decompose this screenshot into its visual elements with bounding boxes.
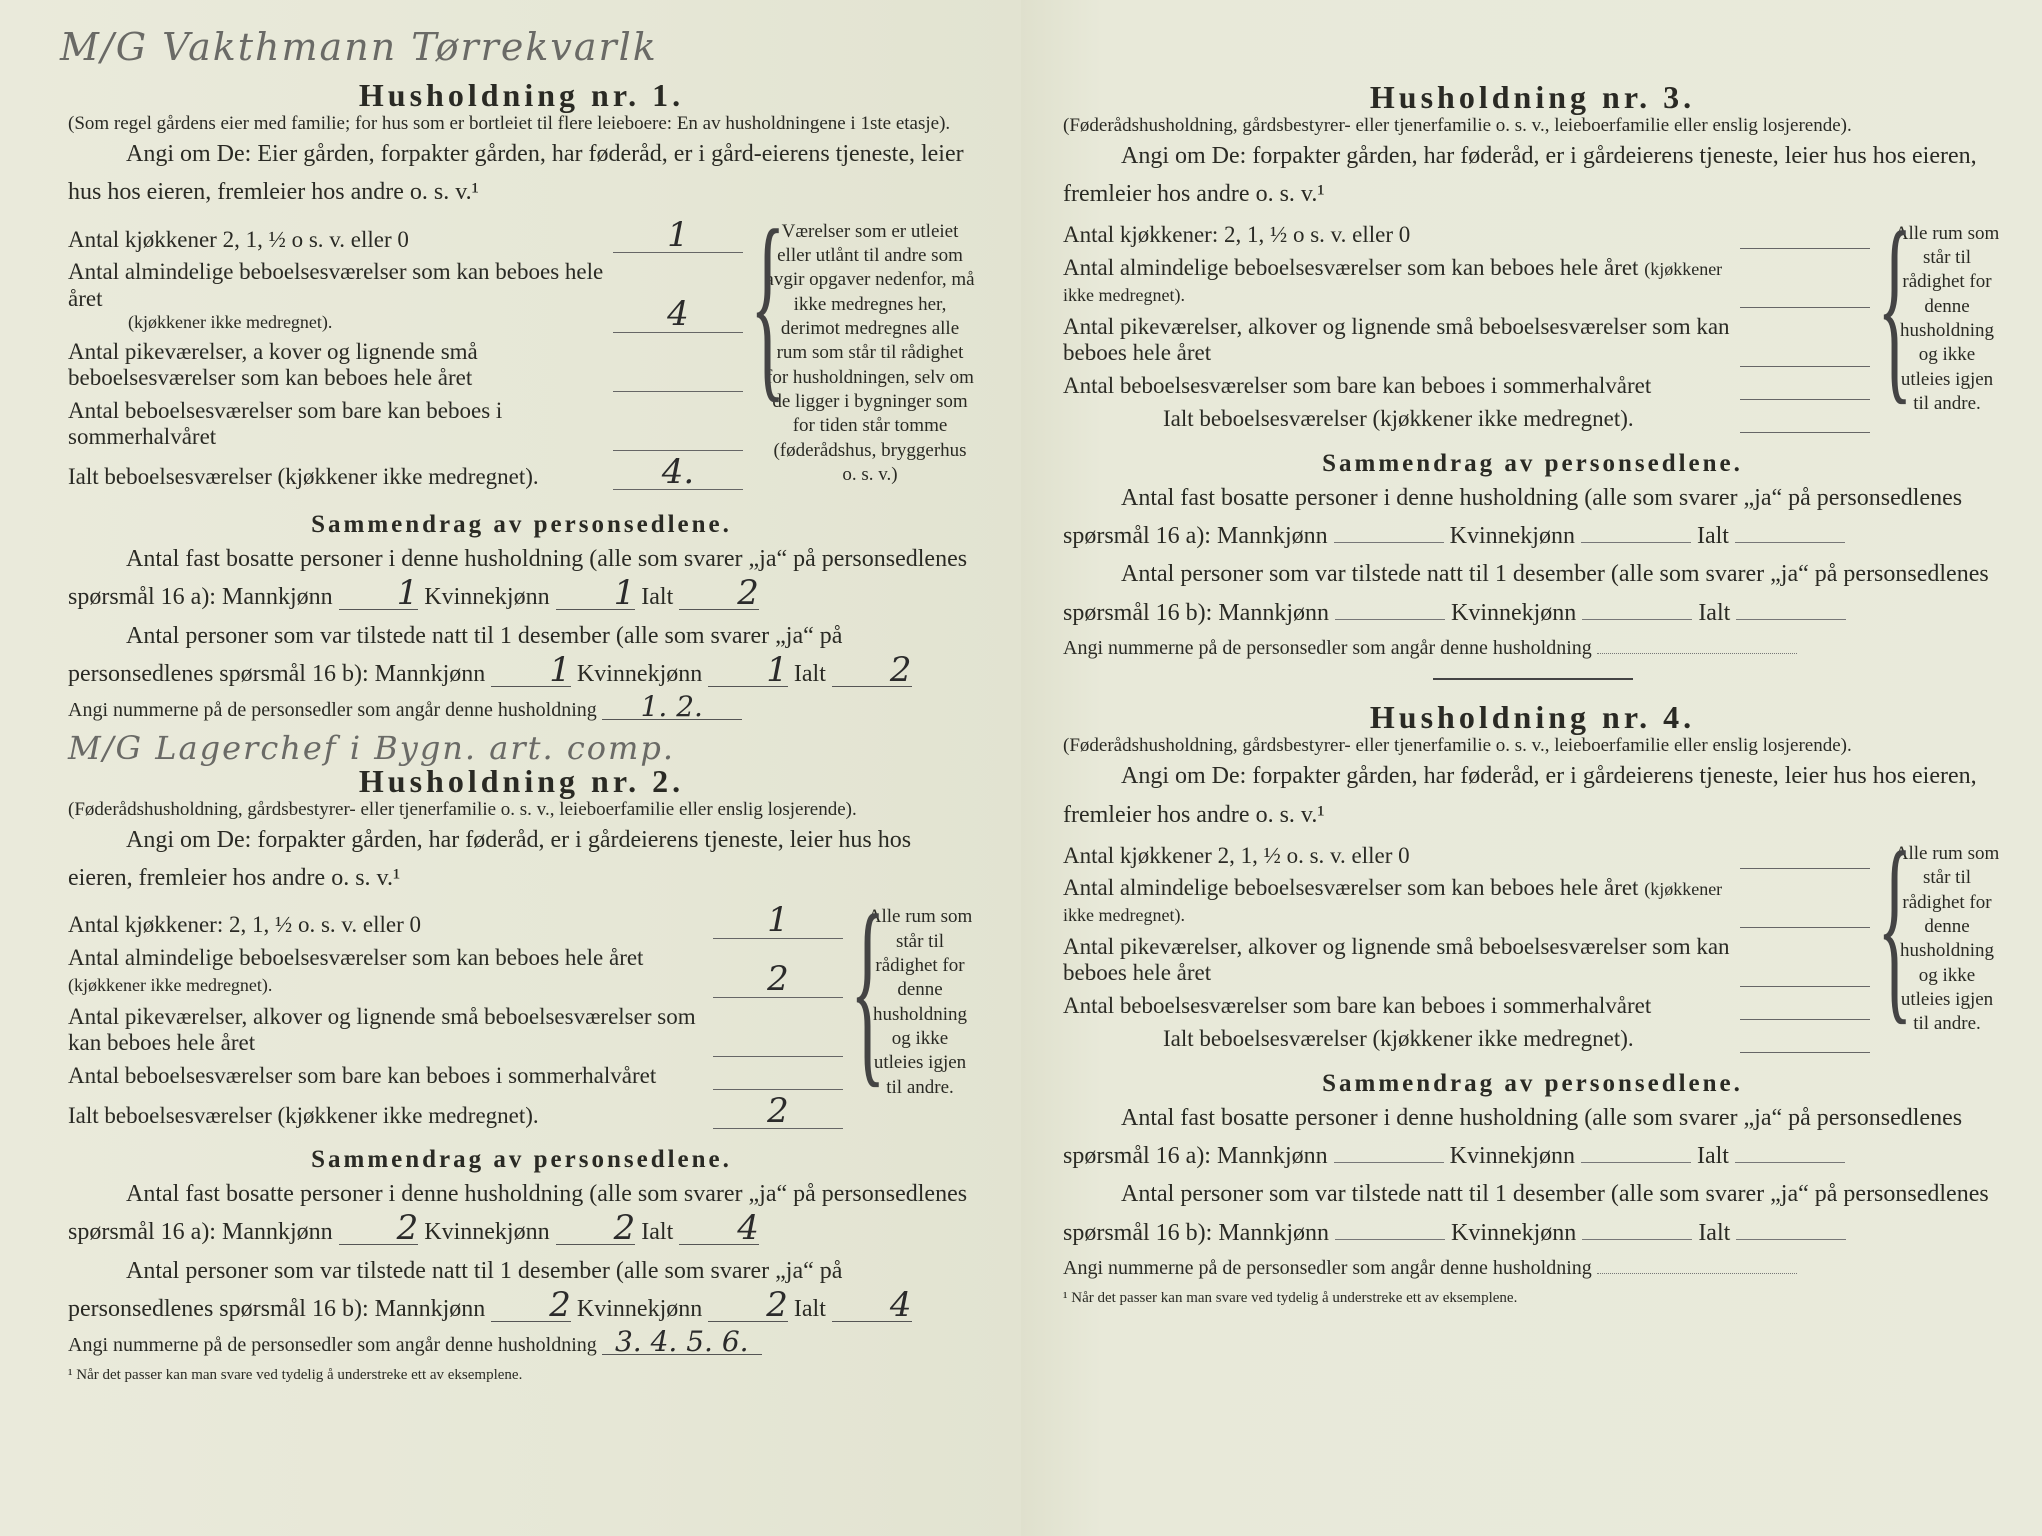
small-rooms-question: Antal pikeværelser, alkover og lignende små beboelsesværelser som kan beboes hele året: [1063, 933, 1730, 986]
brace-icon: {: [1877, 809, 1913, 1042]
total-rooms-answer: [1740, 406, 1870, 433]
summer-rooms-question: Antal beboelsesværelser som bare kan beboes i sommerhalvåret: [1063, 993, 1652, 1019]
handwritten-note-1: M/G Vakthmann Tørrekvarlk: [60, 25, 658, 69]
household-3-summary-2: Antal personer som var tilstede natt til 1 desember (alle som svarer „ja“ på personsedlenes spørsmål 16 b): Mannkjønn Kvinnekjønn Ialt: [1063, 561, 1989, 626]
kitchens-answer: [1740, 222, 1870, 249]
rooms-answer: [1740, 281, 1870, 308]
total-rooms-answer: 4.: [661, 451, 695, 492]
household-4-angi: Angi om De: forpakter gården, har føderåd, er i gårdeierens tjeneste, leier hus hos eieren, fremleier hos andre o. s. v.¹: [1063, 763, 1977, 828]
household-4-title: Husholdning nr. 4.: [1369, 699, 1696, 736]
household-1-rooms: [68, 187, 975, 496]
household-2-summary-1: Antal fast bosatte personer i denne husholdning (alle som svarer „ja“ på personsedlenes spørsmål 16 a): Mannkjønn 2 Kvinnekjønn 2 Ialt 4: [68, 1181, 968, 1249]
small-rooms-answer: [1740, 340, 1870, 367]
household-3-numbers: Angi nummerne på de personsedler som angår denne husholdning: [1063, 632, 2002, 664]
rooms-question: Antal almindelige beboelsesværelser som kan beboes hele året: [68, 259, 604, 311]
household-2-angi: Angi om De: forpakter gården, har føderåd, er i gårdeierens tjeneste, leier hus hos eieren, fremleier hos andre o. s. v.¹: [68, 826, 912, 891]
household-1-summary-1: Antal fast bosatte personer i denne husholdning (alle som svarer „ja“ på personsedlenes spørsmål 16 a): Mannkjønn 1 Kvinnekjønn 1 Ialt 2: [68, 546, 968, 614]
footnote: ¹ Når det passer kan man svare ved tydelig å understreke ett av eksemplene.: [1063, 1290, 1518, 1307]
kitchens-question: Antal kjøkkener 2, 1, ½ o s. v. eller 0: [68, 226, 409, 252]
household-4-numbers: Angi nummerne på de personsedler som angår denne husholdning: [1063, 1252, 2002, 1284]
household-2-summary-title: Sammendrag av personsedlene.: [311, 1146, 732, 1173]
household-1-angi: Angi om De: Eier gården, forpakter gården, har føderåd, er i gård-eierens tjeneste, leier hus hos eieren, fremleier hos andre o. s. v.¹: [68, 141, 964, 206]
kitchens-question: Antal kjøkkener 2, 1, ½ o. s. v. eller 0: [1063, 842, 1410, 868]
kitchens-question: Antal kjøkkener: 2, 1, ½ o s. v. eller 0: [1063, 222, 1411, 248]
household-1-numbers: Angi nummerne på de personsedler som angår denne husholdning 1. 2.: [68, 694, 975, 726]
household-4-intro: (Føderådshusholdning, gårdsbestyrer- eller tjenerfamilie o. s. v., leieboerfamilie eller enslig losjerende).: [1063, 735, 1852, 757]
summer-rooms-answer: [713, 1063, 843, 1090]
small-rooms-question: Antal pikeværelser, alkover og lignende små beboelsesværelser som kan beboes hele året: [1063, 313, 1730, 366]
household-2-numbers: Angi nummerne på de personsedler som angår denne husholdning 3. 4. 5. 6.: [68, 1329, 975, 1361]
household-1-intro: (Som regel gårdens eier med familie; for hus som er bortleiet til flere leieboere: En av husholdningene i 1ste etasje).: [68, 113, 951, 135]
household-3-title: Husholdning nr. 3.: [1369, 79, 1696, 115]
household-4-summary-2: Antal personer som var tilstede natt til 1 desember (alle som svarer „ja“ på personsedlenes spørsmål 16 b): Mannkjønn Kvinnekjønn Ialt: [1063, 1181, 1989, 1246]
total-rooms-question: Ialt beboelsesværelser (kjøkkener ikke medregnet).: [1163, 1026, 1634, 1052]
rooms-question-sub: (kjøkkener ikke medregnet).: [1063, 878, 1723, 926]
household-4-rooms: [1063, 809, 2002, 1059]
rooms-question-sub: (kjøkkener ikke medregnet).: [128, 312, 333, 333]
footnote: ¹ Når det passer kan man svare ved tydelig å understreke ett av eksemplene.: [68, 1366, 523, 1383]
small-rooms-answer: [613, 365, 743, 392]
small-rooms-answer: [1740, 960, 1870, 987]
household-2-intro: (Føderådshusholdning, gårdsbestyrer- eller tjenerfamilie o. s. v., leieboerfamilie eller enslig losjerende).: [68, 798, 857, 820]
summer-rooms-answer: [1740, 373, 1870, 400]
kitchens-answer: [1740, 842, 1870, 869]
rooms-answer: 4: [667, 294, 689, 335]
right-page: [1021, 0, 2042, 1536]
household-1-note: Værelser som er utleiet eller utlånt til andre som avgir opgaver nedenfor, må ikke medregnes her, derimot medregnes alle rum som står til rådighet for husholdningen, selv om de ligger i bygninger som for tiden står tomme (føderådshus, bryggerhus o. s. v.): [765, 220, 975, 485]
household-3-rooms: [1063, 189, 2002, 439]
household-4: [1063, 700, 2002, 1307]
total-rooms-question: Ialt beboelsesværelser (kjøkkener ikke medregnet).: [68, 463, 539, 489]
household-2-note: Alle rum som står til rådighet for denne husholdning og ikke utleies igjen til andre.: [867, 906, 973, 1098]
household-1-title: Husholdning nr. 1.: [358, 77, 685, 113]
divider: [1433, 678, 1633, 680]
summer-rooms-question: Antal beboelsesværelser som bare kan beboes i sommerhalvåret: [68, 397, 503, 450]
handwritten-note-2: M/G Lagerchef i Bygn. art. comp.: [68, 728, 676, 767]
rooms-answer: 2: [767, 959, 789, 1000]
household-4-summary-title: Sammendrag av personsedlene.: [1322, 1069, 1743, 1097]
household-2: [68, 764, 975, 1384]
household-3-angi: Angi om De: forpakter gården, har føderåd, er i gårdeierens tjeneste, leier hus hos eieren, fremleier hos andre o. s. v.¹: [1063, 143, 1977, 208]
rooms-question-sub: (kjøkkener ikke medregnet).: [1063, 258, 1723, 306]
summer-rooms-question: Antal beboelsesværelser som bare kan beboes i sommerhalvåret: [68, 1063, 657, 1089]
summer-rooms-answer: [1740, 993, 1870, 1020]
brace-icon: {: [850, 873, 886, 1106]
rooms-question: Antal almindelige beboelsesværelser som kan beboes hele året: [68, 944, 644, 970]
small-rooms-question: Antal pikeværelser, a kover og lignende små beboelsesværelser som kan beboes hele året: [68, 338, 478, 391]
brace-icon: {: [750, 187, 786, 420]
small-rooms-answer: [713, 1030, 843, 1057]
total-rooms-answer: [1740, 1026, 1870, 1053]
kitchens-answer: 1: [767, 900, 789, 941]
total-rooms-answer: 2: [767, 1090, 789, 1131]
household-3-intro: (Føderådshusholdning, gårdsbestyrer- eller tjenerfamilie o. s. v., leieboerfamilie eller enslig losjerende).: [1063, 115, 1852, 137]
household-4-summary-1: Antal fast bosatte personer i denne husholdning (alle som svarer „ja“ på personsedlenes spørsmål 16 a): Mannkjønn Kvinnekjønn Ialt: [1063, 1104, 1963, 1170]
summer-rooms-answer: [613, 424, 743, 451]
total-rooms-question: Ialt beboelsesværelser (kjøkkener ikke medregnet).: [68, 1102, 539, 1128]
rooms-answer: [1740, 901, 1870, 928]
household-2-summary-2: Antal personer som var tilstede natt til 1 desember (alle som svarer „ja“ på personsedlenes spørsmål 16 b): Mannkjønn 2 Kvinnekjønn 2 Ialt 4: [68, 1257, 912, 1326]
summer-rooms-question: Antal beboelsesværelser som bare kan beboes i sommerhalvåret: [1063, 373, 1652, 399]
household-1: [68, 78, 975, 726]
household-3-summary-1: Antal fast bosatte personer i denne husholdning (alle som svarer „ja“ på personsedlenes spørsmål 16 a): Mannkjønn Kvinnekjønn Ialt: [1063, 484, 1963, 549]
household-1-summary-title: Sammendrag av personsedlene.: [311, 511, 732, 538]
household-3-note: Alle rum som står til rådighet for denne husholdning og ikke utleies igjen til andre.: [1894, 222, 2000, 414]
kitchens-answer: 1: [667, 214, 689, 255]
household-2-title: Husholdning nr. 2.: [358, 762, 685, 799]
household-3-summary-title: Sammendrag av personsedlene.: [1322, 449, 1743, 477]
household-1-summary-2: Antal personer som var tilstede natt til 1 desember (alle som svarer „ja“ på personsedlenes spørsmål 16 b): Mannkjønn 1 Kvinnekjønn 1 Ialt 2: [68, 622, 912, 691]
household-2-rooms: [68, 873, 975, 1135]
rooms-question: Antal almindelige beboelsesværelser som kan beboes hele året: [1063, 874, 1639, 900]
brace-icon: {: [1877, 189, 1913, 422]
rooms-question: Antal almindelige beboelsesværelser som kan beboes hele året: [1063, 254, 1639, 280]
rooms-question-sub: (kjøkkener ikke medregnet).: [68, 975, 273, 996]
kitchens-question: Antal kjøkkener: 2, 1, ½ o. s. v. eller 0: [68, 912, 422, 938]
total-rooms-question: Ialt beboelsesværelser (kjøkkener ikke medregnet).: [1163, 406, 1634, 432]
household-4-note: Alle rum som står til rådighet for denne husholdning og ikke utleies igjen til andre.: [1894, 842, 2000, 1035]
small-rooms-question: Antal pikeværelser, alkover og lignende små beboelsesværelser som kan beboes hele året: [68, 1003, 696, 1056]
household-3: [1063, 80, 2002, 664]
